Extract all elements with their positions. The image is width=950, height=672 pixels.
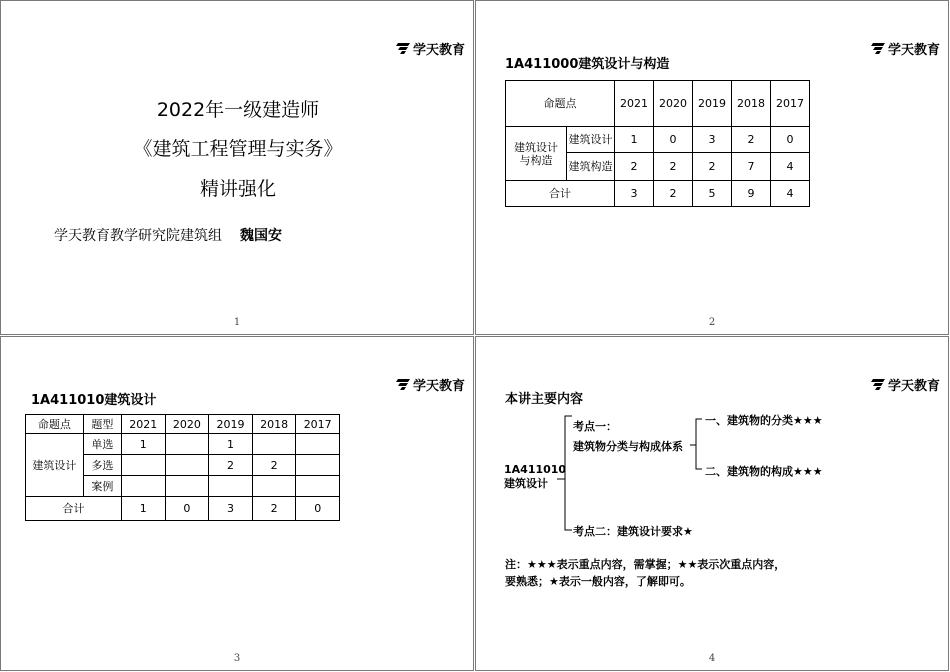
total-cell: 9 — [732, 181, 771, 207]
value-cell: 1 — [209, 434, 253, 455]
total-label-cell: 合计 — [26, 497, 122, 521]
table-header-row — [506, 81, 810, 127]
value-cell: 4 — [771, 153, 810, 181]
point1-bracket — [696, 419, 702, 469]
year-cell: 2018 — [252, 415, 296, 434]
year-cell: 2021 — [122, 415, 166, 434]
header-cell: 命题点 — [506, 81, 615, 127]
value-cell — [165, 434, 209, 455]
total-cell: 4 — [771, 181, 810, 207]
year-cell: 2017 — [771, 81, 810, 127]
exam-stats-table — [505, 80, 810, 207]
group-cell: 建筑设计与构造 — [506, 127, 567, 181]
sub-topic-1: 一、建筑物的分类★★★ — [705, 414, 823, 427]
table-total-row — [506, 181, 810, 207]
page-number: 4 — [708, 653, 716, 664]
brand-name: 学天教育 — [412, 379, 465, 394]
slide-4[interactable] — [475, 336, 949, 671]
year-cell: 2019 — [693, 81, 732, 127]
slide-title: 本讲主要内容 — [505, 392, 584, 407]
year-cell: 2017 — [296, 415, 340, 434]
page-number: 1 — [233, 317, 241, 328]
point1-label: 考点一： — [573, 420, 617, 433]
sub-topic-2: 二、建筑物的构成★★★ — [705, 465, 823, 478]
point2-text: 考点二：建筑设计要求★ — [573, 525, 693, 538]
slide-2[interactable] — [475, 0, 949, 335]
label-cell: 建筑构造 — [567, 153, 615, 181]
author-name: 魏国安 — [240, 228, 282, 244]
mindmap-root: 1A411010 建筑设计 — [504, 463, 567, 490]
point1-text: 建筑物分类与构成体系 — [573, 440, 683, 453]
value-cell: 2 — [693, 153, 732, 181]
year-cell: 2018 — [732, 81, 771, 127]
legend-note — [505, 556, 785, 590]
total-cell: 5 — [693, 181, 732, 207]
value-cell — [296, 476, 340, 497]
value-cell: 0 — [654, 127, 693, 153]
slide-3[interactable] — [0, 336, 474, 671]
page-number: 3 — [233, 653, 241, 664]
year-cell: 2020 — [654, 81, 693, 127]
value-cell — [122, 476, 166, 497]
value-cell — [122, 455, 166, 476]
brand-name: 学天教育 — [412, 43, 465, 58]
group-cell: 建筑设计 — [26, 434, 84, 497]
value-cell: 3 — [693, 127, 732, 153]
slide-title: 1A411000建筑设计与构造 — [505, 57, 670, 72]
value-cell: 1 — [122, 434, 166, 455]
total-cell: 2 — [252, 497, 296, 521]
type-cell: 案例 — [83, 476, 121, 497]
value-cell: 2 — [654, 153, 693, 181]
label-cell: 建筑设计 — [567, 127, 615, 153]
value-cell: 1 — [615, 127, 654, 153]
total-cell: 3 — [615, 181, 654, 207]
slide-title: 1A411010建筑设计 — [31, 393, 157, 408]
value-cell — [296, 455, 340, 476]
total-cell: 1 — [122, 497, 166, 521]
type-cell: 多选 — [83, 455, 121, 476]
mindmap-connectors — [476, 337, 950, 672]
value-cell — [296, 434, 340, 455]
author-org: 学天教育教学研究院建筑组 — [54, 228, 222, 244]
page-number: 2 — [708, 317, 716, 328]
type-cell: 单选 — [83, 434, 121, 455]
header-cell: 命题点 — [26, 415, 84, 434]
author-line — [54, 225, 282, 245]
table-total-row — [26, 497, 340, 521]
title-line-2: 《建筑工程管理与实务》 — [133, 138, 343, 160]
value-cell: 7 — [732, 153, 771, 181]
table-header-row — [26, 415, 340, 434]
table-row — [26, 434, 340, 455]
year-cell: 2021 — [615, 81, 654, 127]
year-cell: 2020 — [165, 415, 209, 434]
brand-logo-icon — [396, 43, 410, 54]
value-cell: 0 — [771, 127, 810, 153]
note-line-2: 要熟悉；★表示一般内容，了解即可。 — [505, 575, 691, 588]
brand-name: 学天教育 — [887, 379, 940, 394]
value-cell — [165, 476, 209, 497]
header-cell: 题型 — [83, 415, 121, 434]
brand-logo — [396, 39, 465, 58]
total-cell: 3 — [209, 497, 253, 521]
brand-logo — [396, 375, 465, 394]
brand-logo — [871, 39, 940, 58]
note-line-1: 注：★★★表示重点内容，需掌握；★★表示次重点内容， — [505, 558, 786, 571]
exam-stats-table — [25, 414, 340, 521]
slide-1[interactable] — [0, 0, 474, 335]
brand-logo-icon — [396, 379, 410, 390]
title-line-3: 精讲强化 — [199, 178, 276, 200]
value-cell: 2 — [615, 153, 654, 181]
total-cell: 0 — [165, 497, 209, 521]
value-cell: 2 — [209, 455, 253, 476]
value-cell: 2 — [732, 127, 771, 153]
total-cell: 2 — [654, 181, 693, 207]
value-cell — [165, 455, 209, 476]
title-line-1: 2022年一级建造师 — [156, 99, 320, 121]
value-cell — [209, 476, 253, 497]
brand-name: 学天教育 — [887, 43, 940, 58]
value-cell: 2 — [252, 455, 296, 476]
value-cell — [252, 476, 296, 497]
brand-logo-icon — [871, 43, 885, 54]
value-cell — [252, 434, 296, 455]
total-cell: 0 — [296, 497, 340, 521]
total-label-cell: 合计 — [506, 181, 615, 207]
table-row — [506, 127, 810, 153]
year-cell: 2019 — [209, 415, 253, 434]
